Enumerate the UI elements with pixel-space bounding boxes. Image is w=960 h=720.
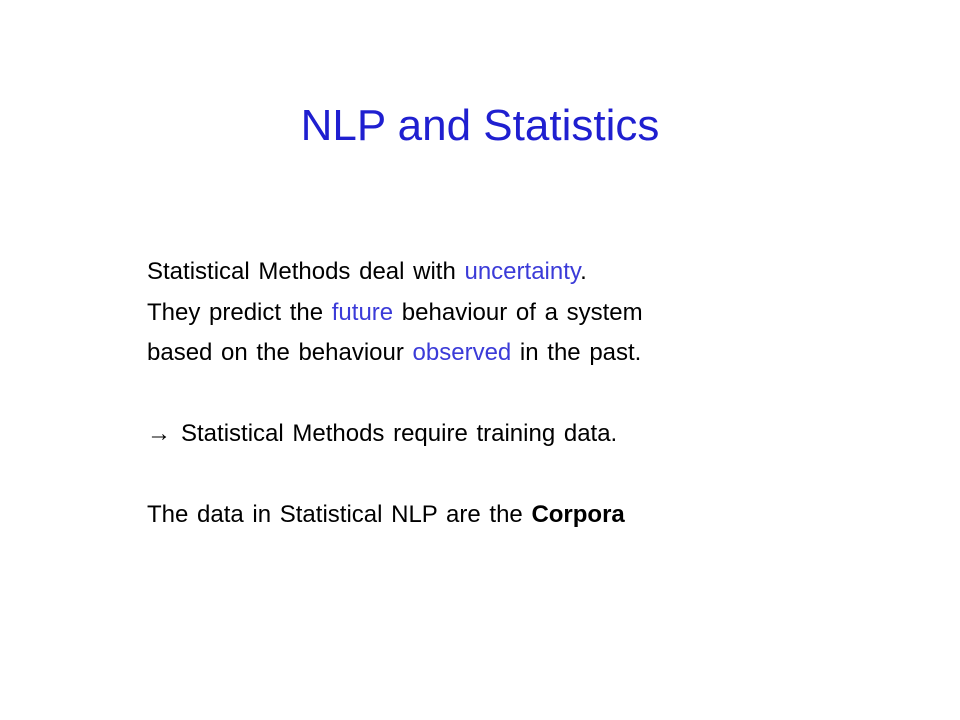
body-line-arrow bbox=[147, 414, 907, 455]
body-line-3 bbox=[147, 333, 907, 374]
highlight-uncertainty: uncertainty bbox=[464, 258, 581, 285]
body-line-1 bbox=[147, 252, 907, 293]
body-line-corpora bbox=[147, 495, 907, 536]
spacer bbox=[147, 374, 907, 415]
slide-body bbox=[147, 252, 907, 536]
highlight-future: future bbox=[331, 298, 394, 326]
corpora-bold-term: Corpora bbox=[531, 501, 625, 528]
line-2-end: behaviour of a system bbox=[393, 298, 643, 326]
arrow-right-icon: → bbox=[147, 420, 171, 447]
line-1-end: . bbox=[580, 258, 587, 285]
corpora-lead-text: The data in Statistical NLP are the bbox=[147, 501, 532, 528]
highlight-observed: observed bbox=[412, 339, 512, 366]
spacer bbox=[147, 455, 907, 496]
body-line-2 bbox=[147, 293, 907, 334]
line-2-text: They predict the bbox=[147, 298, 332, 326]
training-data-text: Statistical Methods require training data. bbox=[181, 420, 618, 447]
line-1-text: Statistical Methods deal with bbox=[147, 258, 465, 285]
line-3-end: in the past. bbox=[511, 339, 642, 366]
slide-title: NLP and Statistics bbox=[300, 101, 660, 150]
line-3-text: based on the behaviour bbox=[147, 339, 413, 366]
